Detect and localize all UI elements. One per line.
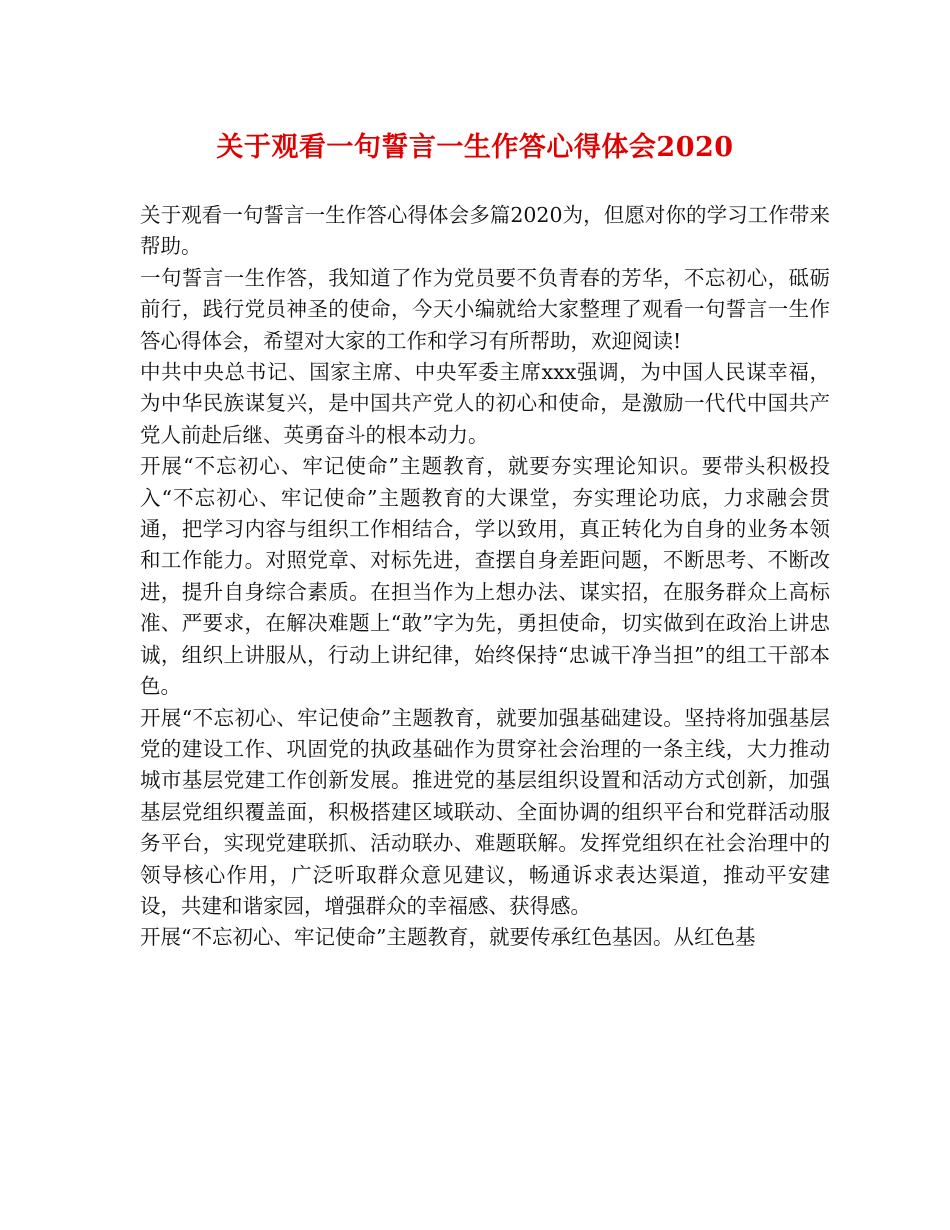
paragraph-red-gene: 开展“不忘初心、牢记使命”主题教育，就要传承红色基因。从红色基 [140,925,756,950]
document-title: 关于观看一句誓言一生作答心得体会2020 [216,132,734,163]
document-body [140,200,830,954]
paragraph-intro: 关于观看一句誓言一生作答心得体会多篇2020为，但愿对你的学习工作带来帮助。 [140,203,830,259]
paragraph-oath: 一句誓言一生作答，我知道了作为党员要不负青春的芳华，不忘初心，砥砺前行，践行党员神圣的使命，今天小编就给大家整理了观看一句誓言一生作答心得体会，希望对大家的工作和学习有所帮助，欢迎阅读! [140,265,830,353]
paragraph-mission: 中共中央总书记、国家主席、中央军委主席xxx强调，为中国人民谋幸福，为中华民族谋复兴，是中国共产党人的初心和使命，是激励一代代中国共产党人前赴后继、英勇奋斗的根本动力。 [140,360,830,447]
paragraph-theory: 开展“不忘初心、牢记使命”主题教育，就要夯实理论知识。要带头积极投入“不忘初心、牢记使命”主题教育的大课堂，夯实理论功底，力求融会贯通，把学习内容与组织工作相结合，学以致用，真正转化为自身的业务本领和工作能力。对照党章、对标先进，查摆自身差距问题，不断思考、不断改进，提升自身综合素质。在担当作为上想办法、谋实招，在服务群众上高标准、严要求，在解决难题上“敢”字为先，勇担使命，切实做到在政治上讲忠诚，组织上讲服从，行动上讲纪律，始终保持“忠诚干净当担”的组工干部本色。 [140,454,830,699]
paragraph-foundation: 开展“不忘初心、牢记使命”主题教育，就要加强基础建设。坚持将加强基层党的建设工作、巩固党的执政基础作为贯穿社会治理的一条主线，大力推动城市基层党建工作创新发展。推进党的基层组织设置和活动方式创新，加强基层党组织覆盖面，积极搭建区域联动、全面协调的组织平台和党群活动服务平台，实现党建联抓、活动联办、难题联解。发挥党组织在社会治理中的领导核心作用，广泛听取群众意见建议，畅通诉求表达渠道，推动平安建设，共建和谐家园，增强群众的幸福感、获得感。 [140,705,830,918]
